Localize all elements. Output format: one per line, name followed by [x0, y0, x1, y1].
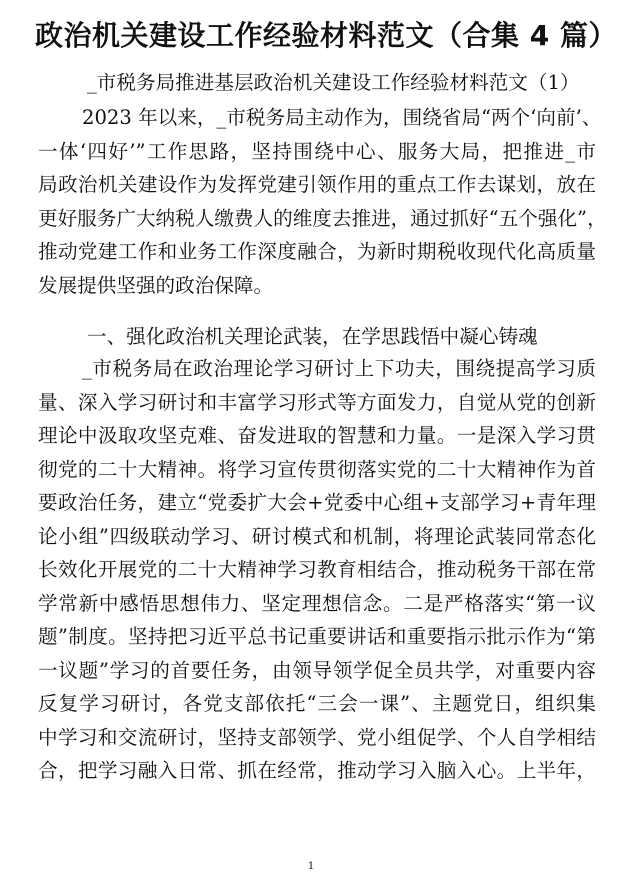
document-title: 政治机关建设工作经验材料范文（合集 4 篇） — [35, 19, 617, 52]
paragraph-line: 反复学习研讨，各党支部依托“三会一课”、主题党日，组织集 — [38, 692, 596, 715]
paragraph-line: 题”制度。坚持把习近平总书记重要讲话和重要指示批示作为“第 — [38, 625, 596, 648]
paragraph-line: 发展提供坚强的政治保障。 — [38, 273, 274, 297]
paragraph-line: 局政治机关建设作为发挥党建引领作用的重点工作去谋划，放在 — [38, 173, 596, 196]
paragraph-line: 学常新中感悟思想伟力、坚定理想信念。二是严格落实“第一议 — [38, 591, 596, 615]
subheading — [62, 320, 596, 354]
section-heading-text: _市税务局推进基层政治机关建设工作经验材料范文（1） — [87, 71, 580, 94]
paragraph-line: 合，把学习融入日常、抓在经常，推动学习入脑入心。上半年， — [38, 759, 596, 782]
paragraph-line: 要政治任务，建立“党委扩大会+党委中心组+支部学习+青年理 — [38, 491, 596, 514]
paragraph-line: 量、深入学习研讨和丰富学习形式等方面发力，自觉从党的创新 — [38, 390, 596, 414]
paragraph-line: 论小组”四级联动学习、研讨模式和机制，将理论武装同常态化 — [38, 524, 596, 548]
paragraph-line: 更好服务广大纳税人缴费人的维度去推进，通过抓好“五个强化”， — [38, 206, 607, 230]
subheading-text: 一、强化政治机关理论武装，在学思践悟中凝心铸魂 — [87, 325, 538, 348]
paragraph-line: 2023 年以来，_市税务局主动作为，围绕省局“两个‘向前’、 — [82, 106, 602, 129]
page-number: 1 — [307, 861, 315, 872]
paragraph-line: _市税务局在政治理论学习研讨上下功夫，围绕提高学习质 — [82, 357, 596, 380]
intro-paragraph — [38, 101, 607, 302]
paragraph-line: 彻党的二十大精神。将学习宣传贯彻落实党的二十大精神作为首 — [38, 457, 596, 481]
paragraph-line: 一体‘四好’”工作思路，坚持围绕中心、服务大局，把推进_市 — [38, 139, 596, 163]
section-heading — [62, 66, 596, 100]
paragraph-line: 中学习和交流研讨，坚持支部领学、党小组促学、个人自学相结 — [38, 725, 596, 749]
paragraph-line: 长效化开展党的二十大精神学习教育相结合，推动税务干部在常 — [38, 558, 596, 581]
paragraph-line: 推动党建工作和业务工作深度融合，为新时期税收现代化高质量 — [38, 240, 596, 263]
paragraph-line: 一议题”学习的首要任务，由领导领学促全员共学，对重要内容 — [38, 658, 596, 682]
paragraph-line: 理论中汲取攻坚克难、奋发进取的智慧和力量。一是深入学习贯 — [38, 424, 596, 447]
body-paragraph — [38, 352, 596, 788]
